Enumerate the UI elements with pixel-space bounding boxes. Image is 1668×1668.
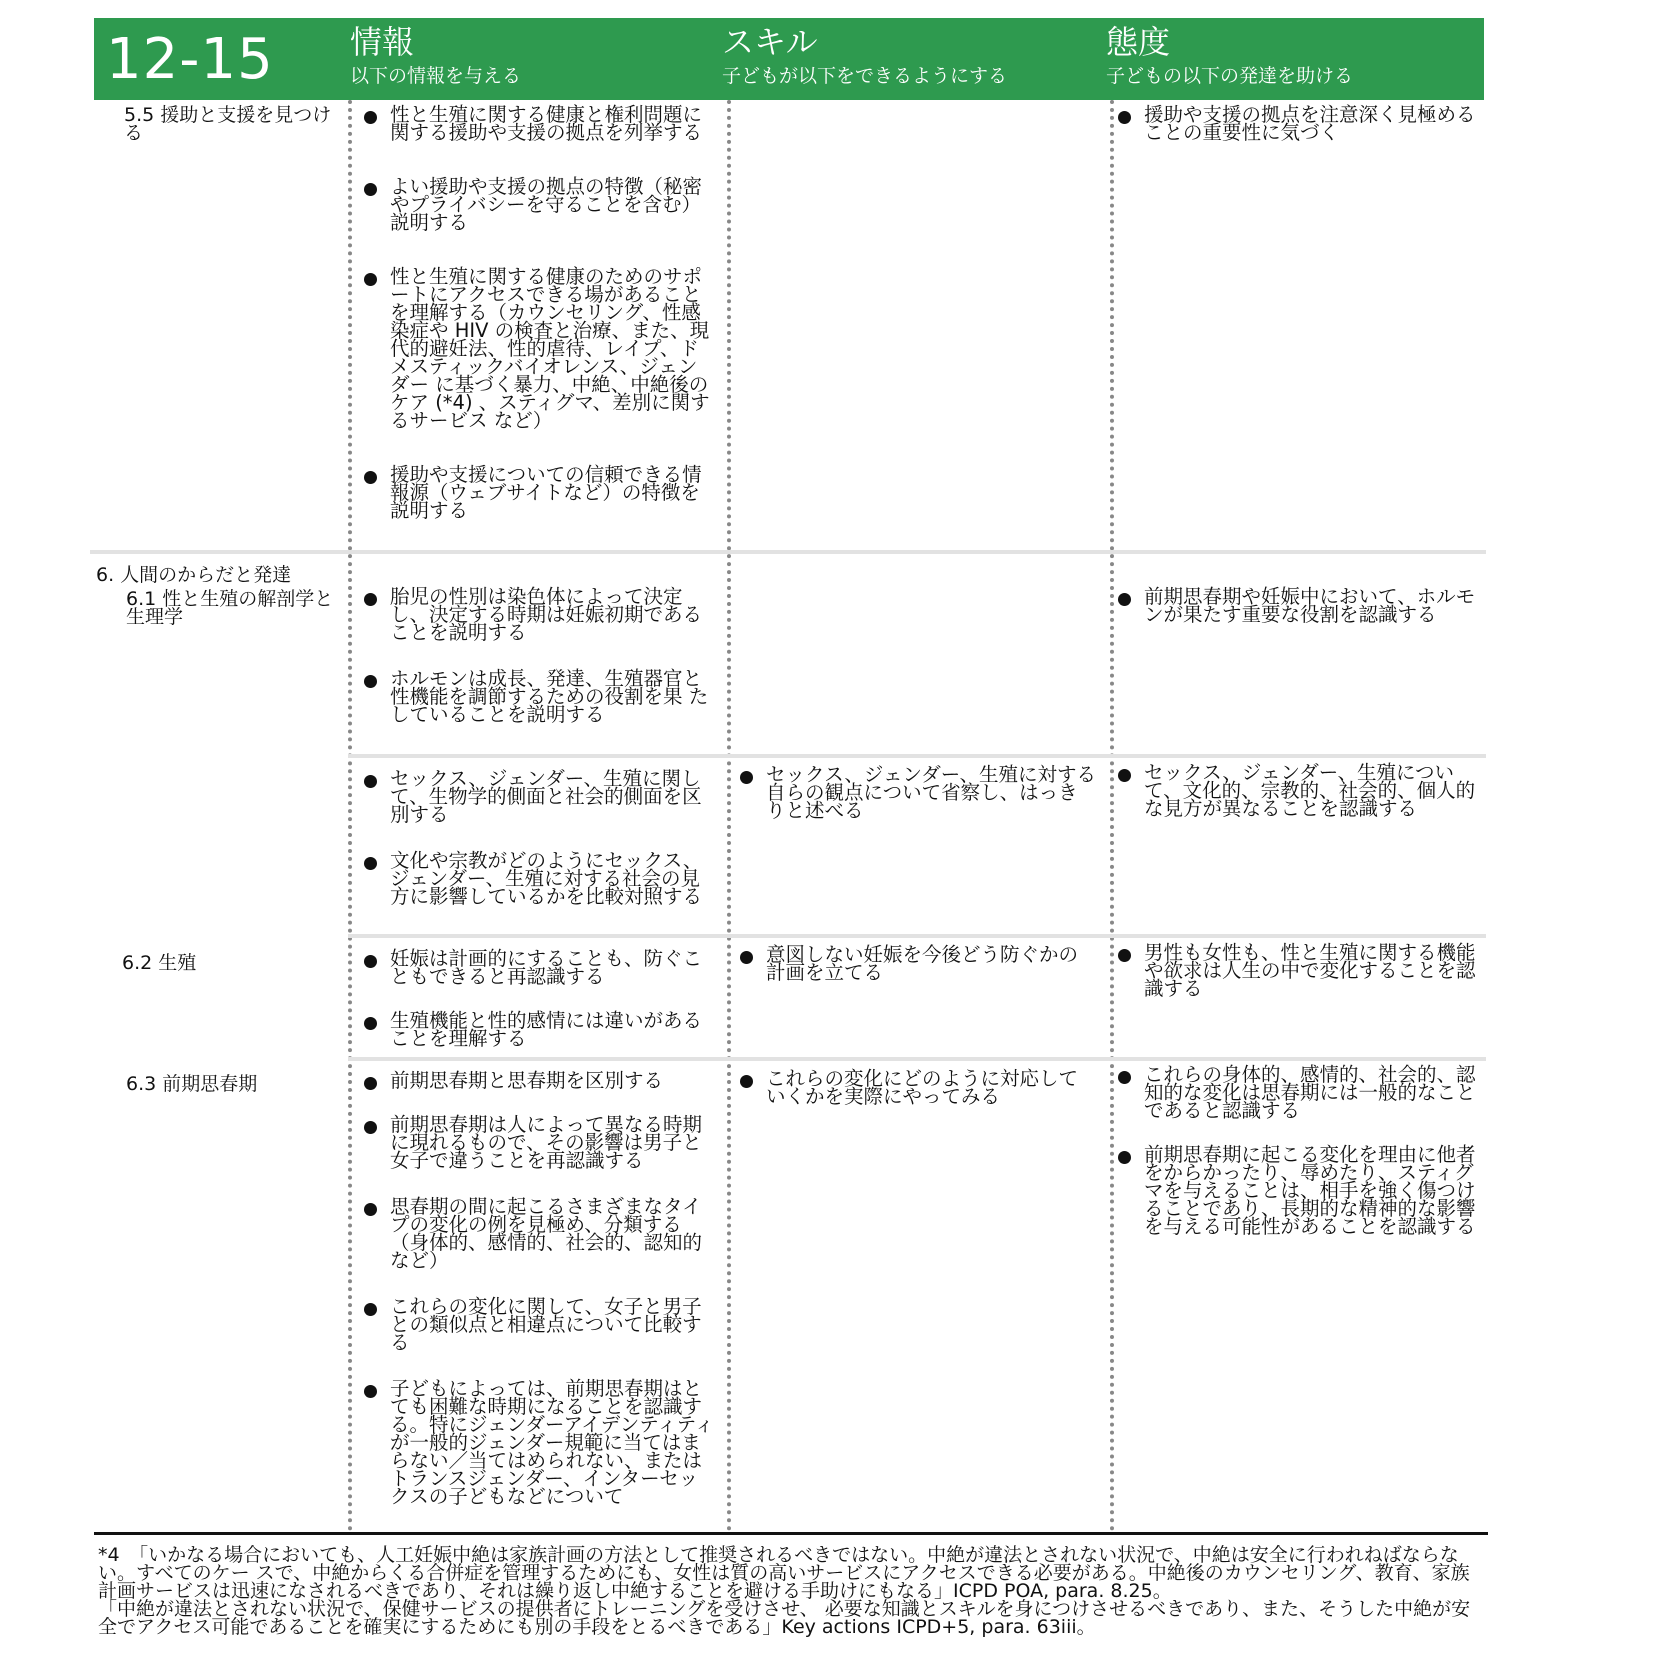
header-col-skills [722,24,1007,88]
row-6-1a-info [364,585,716,726]
list-item: 援助や支援の拠点を注意深く見極めることの重要性に気づく [1118,106,1478,142]
section-6-2: 6.2 生殖 [122,952,197,974]
header-col-attitude [1106,24,1353,88]
list-item: 援助や支援についての信頼できる情報源（ウェブサイトなど）の特徴を説明する [364,466,716,520]
row-6-2-attitude [1118,941,1478,1000]
list-item: 性と生殖に関する健康と権利問題に関する援助や支援の拠点を列挙する [364,106,716,142]
list-item: 思春期の間に起こるさまざまなタイプの変化の例を見極め、分類する（身体的、感情的、社会的、認知的など） [364,1198,716,1270]
list-item: 文化や宗教がどのようにセックス、ジェンダー、生殖に対する社会の見方に影響しているかを比較対照する [364,852,716,906]
list-item: これらの変化に関して、女子と男子との類似点と相違点について比較する [364,1298,716,1352]
header-info-title: 情報 [350,23,415,61]
list-item: 前期思春期や妊娠中において、ホルモンが果たす重要な役割を認識する [1118,588,1478,624]
list-item: これらの身体的、感情的、社会的、認知的な変化は思春期には一般的なことであると認識する [1118,1066,1478,1120]
header-band [94,18,1484,100]
column-divider [1110,100,1114,1532]
row-6-2-info [364,947,716,1050]
row-6-3-attitude [1118,1063,1478,1238]
row-divider [348,1057,1486,1061]
section-6-3: 6.3 前期思春期 [126,1073,258,1095]
header-col-info [350,24,521,88]
footnote-paragraph: 「中絶が違法とされない状況で、保健サービスの提供者にトレーニングを受けさせ、 必要な知識とスキルを身につけさせるべきであり、また、そうした中絶が安全でアクセス可能であることを確実にするためにも別の手段をとるべきである」Key actions ICPD+5, para. 63iii。 [98,1598,1471,1638]
header-attitude-title: 態度 [1106,23,1171,61]
row-5-5-attitude [1118,103,1478,144]
list-item: 男性も女性も、性と生殖に関する機能や欲求は人生の中で変化することを認識する [1118,944,1478,998]
row-6-2-skills [740,943,1096,984]
list-item: 生殖機能と性的感情には違いがあることを理解する [364,1012,716,1048]
row-divider [90,550,1486,554]
list-item: セックス、ジェンダー、生殖に対する自らの観点について省察し、はっきりと述べる [740,766,1096,820]
row-6-1b-skills [740,763,1096,822]
row-6-3-skills [740,1067,1096,1108]
list-item: 妊娠は計画的にすることも、防ぐこともできると再認識する [364,950,716,986]
section-6-1: 6.1 性と生殖の解剖学と生理学 [126,588,334,628]
list-item: 子どもによっては、前期思春期はとても困難な時期になることを認識する。特にジェンダーアイデンティティが一般的ジェンダー規範に当てはまらない／当てはめられない、またはトランスジェンダー、インターセックスの子どもなどについて [364,1380,716,1506]
list-item: 意図しない妊娠を今後どう防ぐかの計画を立てる [740,946,1096,982]
list-item: よい援助や支援の拠点の特徴（秘密やプライバシーを守ることを含む）説明する [364,178,716,232]
row-6-3-info [364,1069,716,1508]
header-attitude-subtitle: 子どもの以下の発達を助ける [1106,64,1354,87]
list-item: 前期思春期は人によって異なる時期に現れるもので、その影響は男子と女子で違うことを再認識する [364,1116,716,1170]
section-5-5: 5.5 援助と支援を見つける [124,104,332,144]
list-item: 性と生殖に関する健康のためのサポートにアクセスできる場があることを理解する（カウンセリング、性感染症や HIV の検査と治療、また、現代的避妊法、性的虐待、レイプ、ドメスティックバイオレンス、ジェンダー に基づく暴力、中絶、中絶後のケア (*4) 、スティグマ、差別に関するサービス など） [364,268,716,430]
row-6-1b-info [364,767,716,908]
row-divider [348,754,1486,758]
list-item: 前期思春期に起こる変化を理由に他者をからかったり、辱めたり、スティグマを与えることは、相手を強く傷つけることであり、長期的な精神的な影響を与える可能性があることを認識する [1118,1146,1478,1236]
column-divider [348,100,352,1532]
column-divider [727,100,731,1532]
footnote-rule [94,1532,1488,1535]
list-item: セックス、ジェンダー、生殖について、文化的、宗教的、社会的、個人的な見方が異なることを認識する [1118,764,1478,818]
row-6-1a-attitude [1118,585,1478,626]
list-item: ホルモンは成長、発達、生殖器官と性機能を調節するための役割を果 たしていることを説明する [364,670,716,724]
row-6-1b-attitude [1118,761,1478,820]
list-item: これらの変化にどのように対応していくかを実際にやってみる [740,1070,1096,1106]
footnote-paragraph: *4 「いかなる場合においても、人工妊娠中絶は家族計画の方法として推奨されるべきではない。中絶が違法とされない状況で、中絶は安全に行われねばならない。すべてのケー スで、中絶からくる合併症を管理するためにも、女性は質の高いサービスにアクセスできる必要がある。中絶後のカウンセリング、教育、家族計画サービスは迅速になされるべきであり、それは繰り返し中絶することを避ける手助けにもなる」ICPD POA, para. 8.25。 [98,1544,1470,1602]
age-range: 12-15 [106,27,274,92]
list-item: 胎児の性別は染色体によって決定し、決定する時期は妊娠初期であることを説明する [364,588,716,642]
list-item: セックス、ジェンダー、生殖に関して、生物学的側面と社会的側面を区別する [364,770,716,824]
section-6: 6. 人間のからだと発達 [96,564,292,586]
list-item: 前期思春期と思春期を区別する [364,1072,716,1090]
row-divider [348,934,1486,938]
footnote [98,1546,1484,1636]
row-5-5-info [364,103,716,522]
header-info-subtitle: 以下の情報を与える [350,64,522,87]
header-skills-subtitle: 子どもが以下をできるようにする [722,64,1008,87]
header-skills-title: スキル [722,23,818,61]
